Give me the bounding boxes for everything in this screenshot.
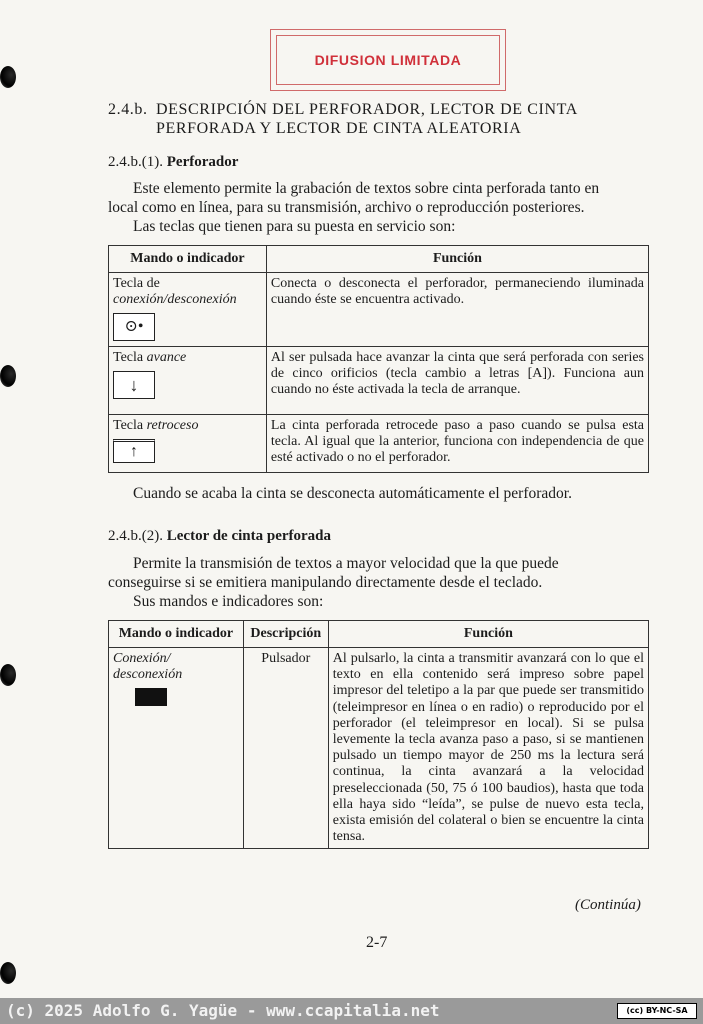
- section-title-line1: DESCRIPCIÓN DEL PERFORADOR, LECTOR DE CINTA: [156, 101, 578, 118]
- paragraph-line: Cuando se acaba la cinta se desconecta automáticamente el perforador.: [133, 485, 572, 502]
- mando-cell: [109, 415, 267, 473]
- column-header: Función: [328, 621, 648, 648]
- page-number: 2-7: [366, 934, 388, 951]
- column-header: Función: [266, 246, 648, 273]
- binder-hole: [0, 664, 16, 686]
- mando-label-italic: avance: [146, 350, 187, 365]
- subsection-heading: [108, 153, 238, 171]
- paragraph-line: local como en línea, para su transmisión, archivo o reproducción posteriores.: [108, 199, 585, 216]
- continua-note: (Continúa): [575, 897, 641, 913]
- binder-hole: [0, 962, 16, 984]
- funcion-cell: Al ser pulsada hace avanzar la cinta que será perforada con series de cinco orificios (tecla cambio a letras [A]). Funciona aun cuando no éste activada la tecla de arranque.: [266, 347, 648, 415]
- copyright-footer: [0, 998, 703, 1024]
- paragraph-line: Permite la transmisión de textos a mayor velocidad que la que puede: [133, 555, 559, 572]
- paragraph-line: Este elemento permite la grabación de textos sobre cinta perforada tanto en: [133, 180, 600, 197]
- paragraph-line: Las teclas que tienen para su puesta en servicio son:: [133, 218, 456, 235]
- subsection-number: 2.4.b.(2).: [108, 528, 163, 544]
- binder-hole: [0, 66, 16, 88]
- mando-label-italic: Conexión/ desconexión: [113, 651, 183, 682]
- funcion-cell: Conecta o desconecta el perforador, permaneciendo iluminada cuando éste se encuentra activado.: [266, 273, 648, 347]
- mando-cell: [109, 347, 267, 415]
- mando-label: Tecla: [113, 350, 144, 365]
- power-key-icon: ⊙•: [113, 313, 155, 341]
- black-key-icon: [135, 688, 167, 706]
- mando-cell: [109, 648, 244, 849]
- table-header-row: [109, 621, 649, 648]
- paragraph-line: conseguirse si se emitiera manipulando directamente desde el teclado.: [108, 574, 543, 591]
- mando-label: Tecla de: [113, 276, 160, 291]
- section-number: 2.4.b.: [108, 101, 148, 118]
- cc-license-badge: (cc) BY-NC-SA: [617, 1003, 697, 1019]
- column-header: Mando o indicador: [109, 621, 244, 648]
- table-row: [109, 648, 649, 849]
- table-row: [109, 273, 649, 347]
- distribution-stamp: DIFUSION LIMITADA: [276, 35, 500, 85]
- arrow-down-key-icon: ↓: [113, 371, 155, 399]
- funcion-cell: Al pulsarlo, la cinta a transmitir avanzará con lo que el texto en ella contenido será impreso sobre papel impresor del teletipo a la par que puede ser transmitido (teleimpresor en línea o en radio) o reproducido por el perforador (el teleimpresor en local). Si se pulsa levemente la tecla avanza paso a paso, si se mantienen pulsado un tiempo mayor de 250 ms la lectura será continua, la cinta avanzará a la velocidad preseleccionada (50, 75 ó 100 baudios), hasta que toda ella haya sido “leída”, se pulse de nuevo esta tecla, exista emisión del colateral o bien se encuentre la cinta tensa.: [328, 648, 648, 849]
- section-title-line2: PERFORADA Y LECTOR DE CINTA ALEATORIA: [156, 120, 522, 137]
- column-header: Mando o indicador: [109, 246, 267, 273]
- table-header-row: [109, 246, 649, 273]
- mando-label: Tecla: [113, 418, 144, 433]
- perforador-table: [108, 245, 649, 473]
- lector-table: [108, 620, 649, 849]
- subsection-heading: [108, 527, 331, 545]
- paragraph-line: Sus mandos e indicadores son:: [133, 593, 324, 610]
- binder-hole: [0, 365, 16, 387]
- mando-cell: [109, 273, 267, 347]
- mando-label-italic: retroceso: [146, 418, 199, 433]
- column-header: Descripción: [243, 621, 328, 648]
- subsection-title: Lector de cinta perforada: [166, 528, 332, 544]
- mando-label-italic: conexión/desconexión: [113, 292, 237, 307]
- copyright-text: (c) 2025 Adolfo G. Yagüe - www.ccapitalia.net: [6, 1001, 440, 1020]
- funcion-cell: La cinta perforada retrocede paso a paso cuando se pulsa esta tecla. Al igual que la anterior, funciona con independencia de que esté activado o no el perforador.: [266, 415, 648, 473]
- subsection-number: 2.4.b.(1).: [108, 154, 163, 170]
- table-row: [109, 415, 649, 473]
- table-row: [109, 347, 649, 415]
- subsection-title: Perforador: [166, 154, 239, 170]
- arrow-up-key-icon: ↑: [113, 439, 155, 463]
- descripcion-cell: Pulsador: [243, 648, 328, 849]
